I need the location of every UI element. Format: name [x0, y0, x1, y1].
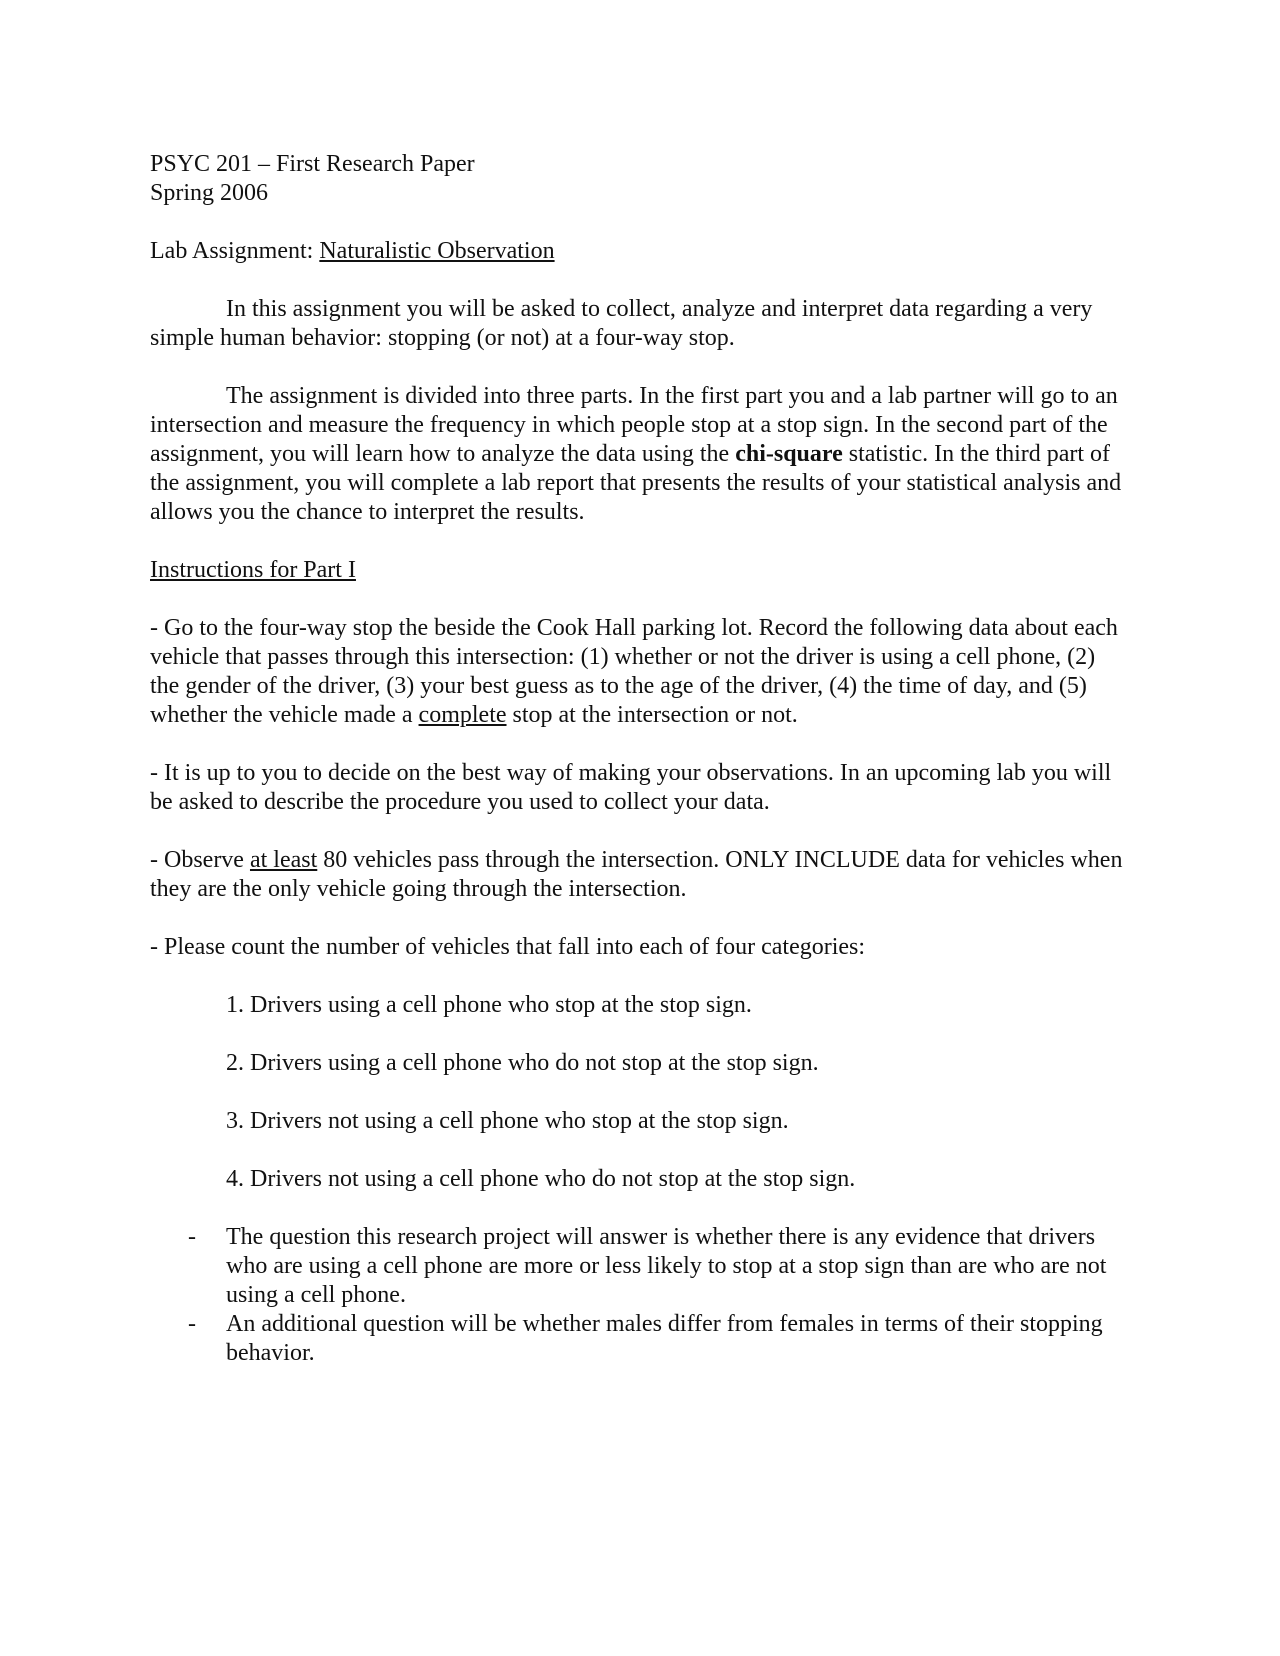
chi-square-term: chi-square — [735, 441, 843, 467]
dash-marker: - — [188, 1224, 196, 1250]
document-page — [150, 150, 1130, 1368]
dash-marker: - — [188, 1311, 196, 1337]
intro-paragraph-2-start: The assignment is divided into three parts. In the first part you and a lab partner will go to an intersection and measure the frequency in which people stop at a stop sign. In the second part of the assignment, you will learn how to analyze the data using the — [150, 383, 1118, 467]
instruction-item-1-start: - Go to the four-way stop the beside the Cook Hall parking lot. Record the following data about each vehicle that passes through this intersection: (1) whether or not the driver is using a cell phone, (2) the gender of the driver, (3) your best guess as to the age of the driver, (4) the time of day, and (5) whether the vehicle made a — [150, 615, 1118, 728]
assignment-line — [150, 237, 1130, 266]
spacer — [150, 904, 1130, 933]
research-question-2 — [150, 1310, 1130, 1368]
research-question-1 — [150, 1223, 1130, 1310]
spacer — [150, 730, 1130, 759]
spacer — [150, 962, 1130, 991]
category-item-1: 1. Drivers using a cell phone who stop at the stop sign. — [226, 992, 752, 1018]
category-item-3: 3. Drivers not using a cell phone who stop at the stop sign. — [226, 1108, 789, 1134]
term: Spring 2006 — [150, 180, 269, 206]
instruction-item-3 — [150, 846, 1130, 904]
assignment-label: Lab Assignment: — [150, 238, 320, 264]
instruction-item-2: - It is up to you to decide on the best way of making your observations. In an upcoming lab you will be asked to describe the procedure you used to collect your data. — [150, 760, 1112, 815]
spacer — [150, 817, 1130, 846]
spacer — [150, 1020, 1130, 1049]
research-question-1-text: The question this research project will answer is whether there is any evidence that drivers who are using a cell phone are more or less likely to stop at a stop sign than are who are not using a cell phone. — [226, 1224, 1107, 1308]
intro-paragraph-2 — [150, 382, 1130, 527]
instruction-item-1-end: stop at the intersection or not. — [506, 702, 798, 728]
part1-heading: Instructions for Part I — [150, 557, 356, 583]
instruction-item-3-start: - Observe — [150, 847, 250, 873]
spacer — [150, 1078, 1130, 1107]
category-item-4: 4. Drivers not using a cell phone who do not stop at the stop sign. — [226, 1166, 856, 1192]
intro-paragraph-1: In this assignment you will be asked to collect, analyze and interpret data regarding a very simple human behavior: stopping (or not) at a four-way stop. — [150, 296, 1093, 351]
research-question-2-text: An additional question will be whether males differ from females in terms of their stopping behavior. — [226, 1311, 1103, 1366]
spacer — [150, 527, 1130, 556]
spacer — [150, 208, 1130, 237]
instruction-item-1 — [150, 614, 1130, 730]
instruction-item-4: - Please count the number of vehicles that fall into each of four categories: — [150, 934, 866, 960]
spacer — [150, 353, 1130, 382]
at-least-term: at least — [249, 847, 318, 873]
spacer — [150, 266, 1130, 295]
spacer — [150, 1194, 1130, 1223]
complete-term: complete — [418, 702, 507, 728]
category-item-2: 2. Drivers using a cell phone who do not stop at the stop sign. — [226, 1050, 819, 1076]
course-title: PSYC 201 – First Research Paper — [150, 151, 475, 177]
intro-paragraph-2-end: statistic. In the third part of the assignment, you will complete a lab report that presents the results of your statistical analysis and allows you the chance to interpret the results. — [150, 441, 1122, 525]
assignment-name: Naturalistic Observation — [319, 238, 555, 264]
spacer — [150, 585, 1130, 614]
spacer — [150, 1136, 1130, 1165]
instruction-item-3-end: 80 vehicles pass through the intersection. ONLY INCLUDE data for vehicles when they are the only vehicle going through the intersection. — [150, 847, 1123, 902]
